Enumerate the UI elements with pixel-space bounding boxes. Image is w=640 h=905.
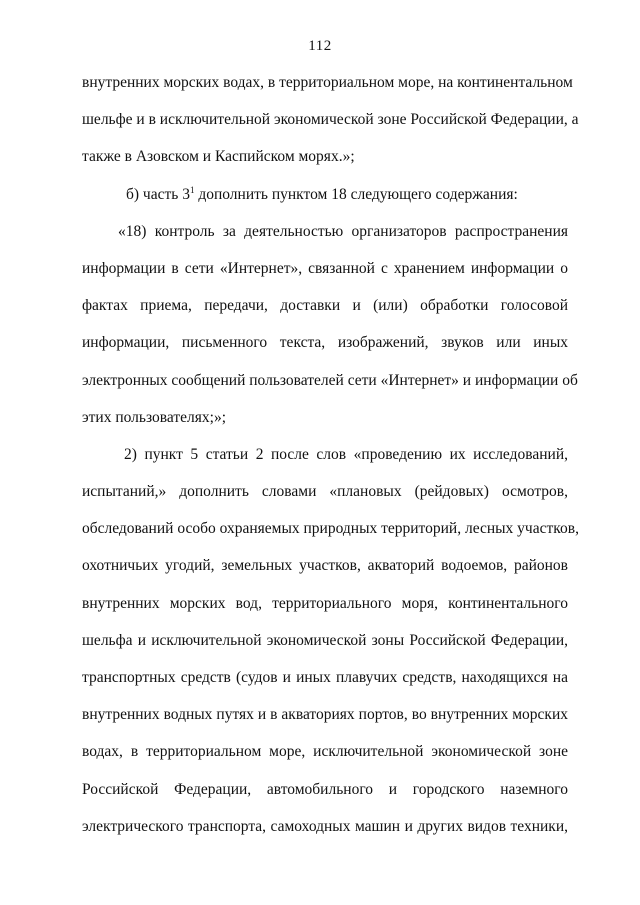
text-line: внутренних морских вод, территориального моря, континентального bbox=[82, 594, 568, 612]
part-superscript: 1 bbox=[189, 184, 195, 195]
text-line: «18) контроль за деятельностью организаторов распространения bbox=[118, 222, 568, 240]
text-line: внутренних морских водах, в территориальном море, на континентальном bbox=[82, 74, 573, 91]
text-line: водах, в территориальном море, исключительной экономической зоне bbox=[82, 743, 568, 761]
text-line: также в Азовском и Каспийском морях.»; bbox=[82, 148, 355, 166]
text-line: информации, письменного текста, изображений, звуков или иных bbox=[82, 334, 568, 352]
text-line: этих пользователях;»; bbox=[82, 408, 226, 426]
text-line: 2) пункт 5 статьи 2 после слов «проведению их исследований, bbox=[124, 445, 568, 463]
text-line: информации в сети «Интернет», связанной с хранением информации о bbox=[82, 259, 568, 277]
text-line: охотничьих угодий, земельных участков, акваторий водоемов, районов bbox=[82, 557, 568, 575]
text-line: испытаний,» дополнить словами «плановых (рейдовых) осмотров, bbox=[82, 483, 568, 501]
text-line: шельфе и в исключительной экономической зоне Российской Федерации, а bbox=[82, 111, 579, 129]
page-number: 112 bbox=[308, 38, 332, 54]
part-b-prefix: б) часть 3 bbox=[126, 185, 190, 203]
text-line: фактах приема, передачи, доставки и (или) обработки голосовой bbox=[82, 297, 568, 315]
text-line: транспортных средств (судов и иных плавучих средств, находящихся на bbox=[82, 669, 568, 686]
text-line: электронных сообщений пользователей сети «Интернет» и информации об bbox=[82, 371, 578, 389]
part-b-suffix: дополнить пунктом 18 следующего содержания: bbox=[194, 185, 518, 203]
text-line: электрического транспорта, самоходных машин и других видов техники, bbox=[82, 817, 568, 835]
text-line: Российской Федерации, автомобильного и городского наземного bbox=[82, 780, 568, 798]
text-line-part-b bbox=[82, 184, 568, 221]
text-line: обследований особо охраняемых природных территорий, лесных участков, bbox=[82, 520, 579, 538]
text-line: шельфа и исключительной экономической зоны Российской Федерации, bbox=[82, 631, 568, 649]
document-body bbox=[82, 72, 579, 853]
text-line: внутренних водных путях и в акваториях портов, во внутренних морских bbox=[82, 706, 568, 724]
